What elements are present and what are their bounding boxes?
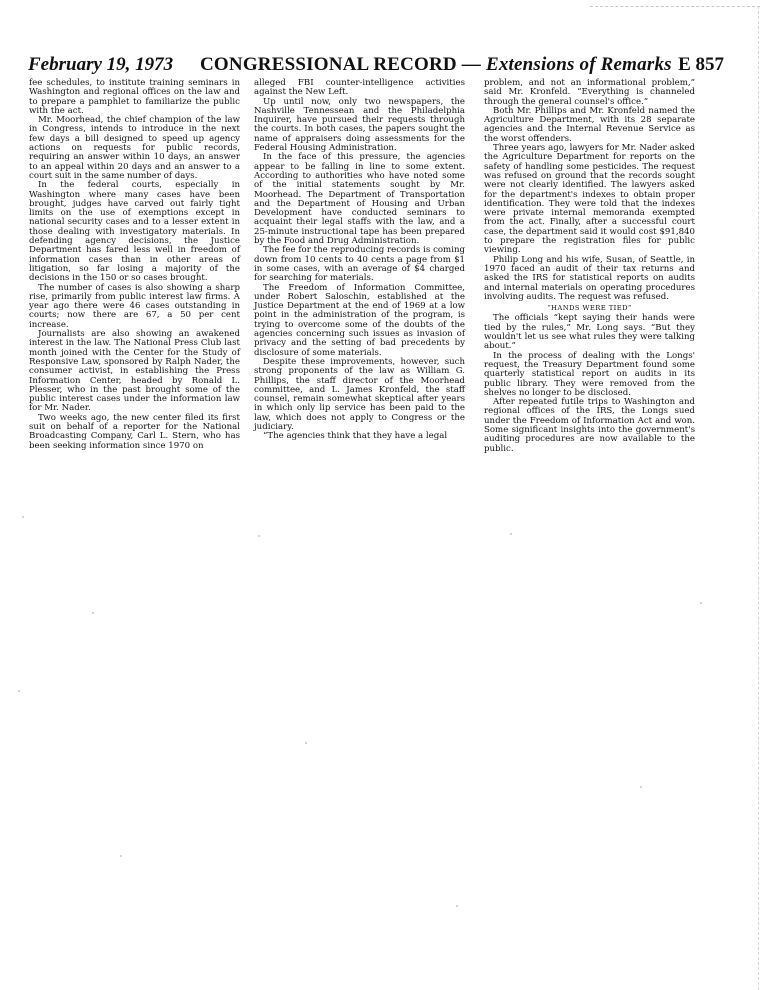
paragraph: “The agencies think that they have a legal — [263, 431, 448, 442]
scan-speck — [22, 516, 24, 518]
paragraph: The officials “kept saying their hands were tied by the rules,” Mr. Long says. “But they wouldn't let us see what rules they were talking about.” — [484, 313, 695, 352]
paragraph: In the federal courts, especially in Washington where many cases have been brought, judges have carved out fairly tight limits on the use of exemptions except in national security cases and to a lesser extent in those dealing with investigatory materials. In defending agency decisions, the Justice Department has fared less well in freedom of information cases than in other areas of litigation, so far losing a majority of the decisions in the 150 or so cases brought. — [29, 180, 240, 284]
column-3 — [484, 79, 695, 454]
scan-speck — [120, 855, 122, 857]
paragraph: The number of cases is also showing a sharp rise, primarily from public interest law firms. A year ago there were 46 cases outstanding in courts; now there are 67, a 50 per cent increase. — [29, 282, 240, 330]
paragraph: Journalists are also showing an awakened interest in the law. The National Press Club last month joined with the Center for the Study of Responsive Law, sponsored by Ralph Nader, the consumer activist, in establishing the Press Information Center, headed by Ronald L. Plesser, who in the past brought some of the public interest cases under the information law for Mr. Nader. — [29, 329, 240, 414]
paragraph: Despite these improvements, however, such strong proponents of the law as William G. Phillips, the staff director of the Moorhead committee, and L. James Kronfeld, the staff counsel, remain somewhat skeptical after years in which only lip service has been paid to the law, which does not apply to Congress or the judiciary. — [254, 356, 465, 432]
scan-speck — [92, 612, 94, 614]
scan-edge-top — [590, 6, 760, 7]
paragraph: fee schedules, to institute training seminars in Washington and regional offices on the law and to prepare a pamphlet to familiarize the public with the act. — [29, 78, 240, 116]
paragraph: In the process of dealing with the Longs' request, the Treasury Department found some quarterly statistical report on audits in its public library. They were removed from the shelves no longer to be disclosed. — [484, 350, 695, 398]
paragraph: problem, and not an informational problem,” said Mr. Kronfeld. “Everything is channeled through the general counsel's office.” — [484, 78, 695, 107]
page-header — [28, 54, 728, 78]
scan-speck — [456, 905, 458, 907]
paragraph: Up until now, only two newspapers, the Nashville Tennessean and the Philadelphia Inquirer, have pursued their requests through the courts. In both cases, the papers sought the name of appraisers doing assessments for the Federal Housing Administration. — [254, 96, 465, 154]
scan-speck — [305, 742, 307, 744]
paragraph: The Freedom of Information Committee, under Robert Saloschin, established at the Justice Department at the end of 1969 at a low point in the administration of the program, is trying to overcome some of the doubts of the agencies concerning such issues as invasion of privacy and the setting of bad precedents by disclosure of some materials. — [254, 282, 465, 358]
paragraph: Two weeks ago, the new center filed its first suit on behalf of a reporter for the National Broadcasting Company, Carl L. Stern, who has been seeking information since 1970 on — [29, 412, 240, 451]
publication-name: CONGRESSIONAL RECORD — [200, 54, 457, 75]
paragraph: Three years ago, lawyers for Mr. Nader asked the Agriculture Department for reports on the safety of handling some pesticides. The request was refused on ground that the records sought were not clearly identified. The lawyers asked for the department's indexes to obtain proper identification. They were told that the indexes were private internal memoranda exempted from the act. Finally, after a successful court case, the department said it would cost $91,840 to prepare the registration files for public viewing. — [484, 143, 695, 256]
paragraph: Philip Long and his wife, Susan, of Seattle, in 1970 faced an audit of their tax returns and asked the IRS for statistical reports on audits and internal materials on operating procedures involving audits. The request was refused. — [484, 254, 695, 302]
paragraph: Mr. Moorhead, the chief champion of the law in Congress, intends to introduce in the next few days a bill designed to speed up agency actions on requests for public records, requiring an answer within 10 days, an answer to an appeal within 20 days and an answer to a court suit in the same number of days. — [29, 115, 240, 181]
section-name: Extensions of Remarks — [485, 54, 672, 75]
paragraph: After repeated futile trips to Washington and regional offices of the IRS, the Longs sued under the Freedom of Information Act and won. Some significant insights into the government's auditing procedures are now available to the public. — [484, 397, 695, 454]
paragraph: The fee for the reproducing records is coming down from 10 cents to 40 cents a page from $1 in some cases, with an average of $4 charged for searching for materials. — [254, 245, 465, 284]
title-dash: — — [456, 54, 486, 75]
scan-speck — [18, 690, 20, 692]
page-number: E 857 — [678, 54, 724, 75]
section-subhead: “HANDS WERE TIED” — [547, 304, 632, 313]
paragraph: In the face of this pressure, the agencies appear to be falling in line to some extent. According to authorities who have noted some of the initial statements sought by Mr. Moorhead. The Department of Transportation and the Department of Housing and Urban Development have conducted seminars to acquaint their legal staffs with the law, and a 25-minute instructional tape has been prepared by the Food and Drug Administration. — [254, 152, 465, 247]
scan-edge-right — [758, 6, 759, 990]
scan-speck — [510, 533, 512, 535]
header-date: February 19, 1973 — [28, 54, 174, 75]
scan-speck — [640, 786, 642, 788]
paragraph: Both Mr. Phillips and Mr. Kronfeld named the Agriculture Department, with its 28 separate agencies and the Internal Revenue Service as the worst offenders. — [484, 105, 695, 144]
column-2 — [254, 79, 465, 442]
column-1 — [29, 79, 240, 451]
header-title — [200, 54, 672, 76]
paragraph: alleged FBI counter-intelligence activities against the New Left. — [254, 78, 465, 98]
scan-speck — [258, 535, 260, 537]
scan-speck — [700, 602, 702, 604]
